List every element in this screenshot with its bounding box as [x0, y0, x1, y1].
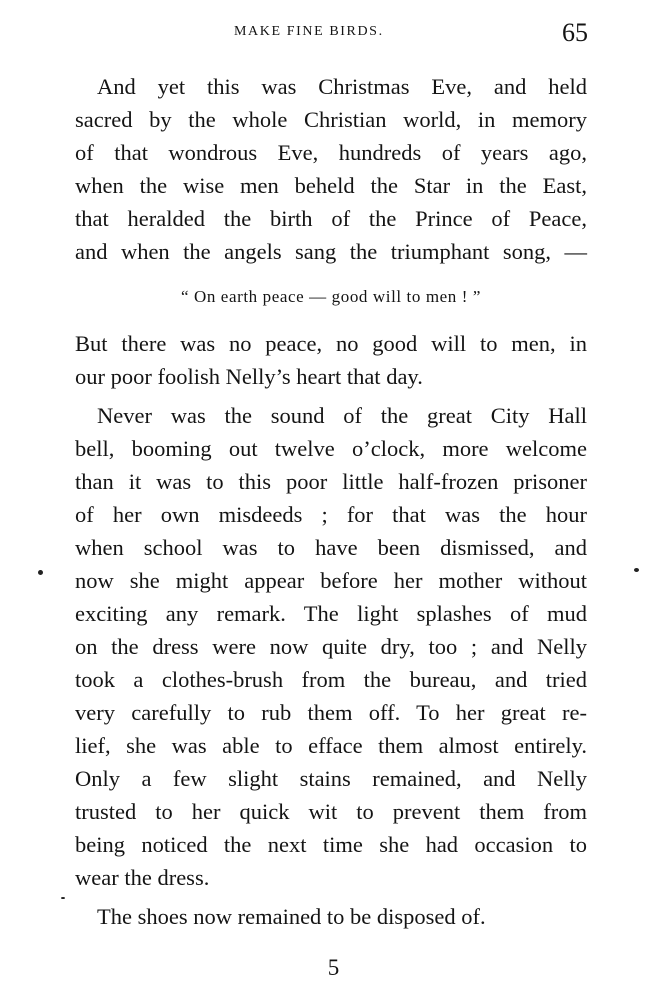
- running-head: [0, 18, 667, 48]
- text-line: exciting any remark. The light splashes of mud: [75, 601, 587, 626]
- text-line: Never was the sound of the great City Hall: [97, 403, 587, 428]
- text-line: And yet this was Christmas Eve, and held: [97, 74, 587, 99]
- paragraph: [75, 399, 587, 894]
- text-line: on the dress were now quite dry, too ; and Nelly: [75, 634, 587, 659]
- text-line: took a clothes-brush from the bureau, and tried: [75, 667, 587, 692]
- paragraph: [75, 70, 587, 268]
- text-line: of that wondrous Eve, hundreds of years ago,: [75, 140, 587, 165]
- text-line: sacred by the whole Christian world, in memory: [75, 107, 587, 132]
- ink-speck: [61, 897, 65, 899]
- text-line: when school was to have been dismissed, and: [75, 535, 587, 560]
- text-line: bell, booming out twelve o’clock, more welcome: [75, 436, 587, 461]
- text-line: very carefully to rub them off. To her great re-: [75, 700, 587, 725]
- body-text: [75, 70, 587, 933]
- running-title: MAKE FINE BIRDS.: [234, 24, 384, 39]
- paragraph: [75, 327, 587, 393]
- text-line: lief, she was able to efface them almost entirely.: [75, 733, 587, 758]
- text-line: trusted to her quick wit to prevent them from: [75, 799, 587, 824]
- text-line: than it was to this poor little half-frozen prisoner: [75, 469, 587, 494]
- quotation: “ On earth peace — good will to men ! ”: [180, 287, 482, 306]
- text-line: wear the dress.: [75, 865, 210, 890]
- text-line: our poor foolish Nelly’s heart that day.: [75, 364, 423, 389]
- text-line: The shoes now remained to be disposed of.: [97, 904, 486, 929]
- text-line: being noticed the next time she had occasion to: [75, 832, 587, 857]
- ink-speck: [38, 570, 43, 575]
- text-line: But there was no peace, no good will to men, in: [75, 331, 587, 356]
- text-line: that heralded the birth of the Prince of Peace,: [75, 206, 587, 231]
- page-number: 65: [562, 18, 588, 47]
- text-line: of her own misdeeds ; for that was the hour: [75, 502, 587, 527]
- text-line: Only a few slight stains remained, and Nelly: [75, 766, 587, 791]
- text-line: when the wise men beheld the Star in the East,: [75, 173, 587, 198]
- text-line: now she might appear before her mother without: [75, 568, 587, 593]
- ink-speck: [634, 568, 639, 572]
- signature-mark: 5: [327, 955, 340, 980]
- text-line: and when the angels sang the triumphant song, —: [75, 239, 587, 264]
- paragraph: [75, 900, 587, 933]
